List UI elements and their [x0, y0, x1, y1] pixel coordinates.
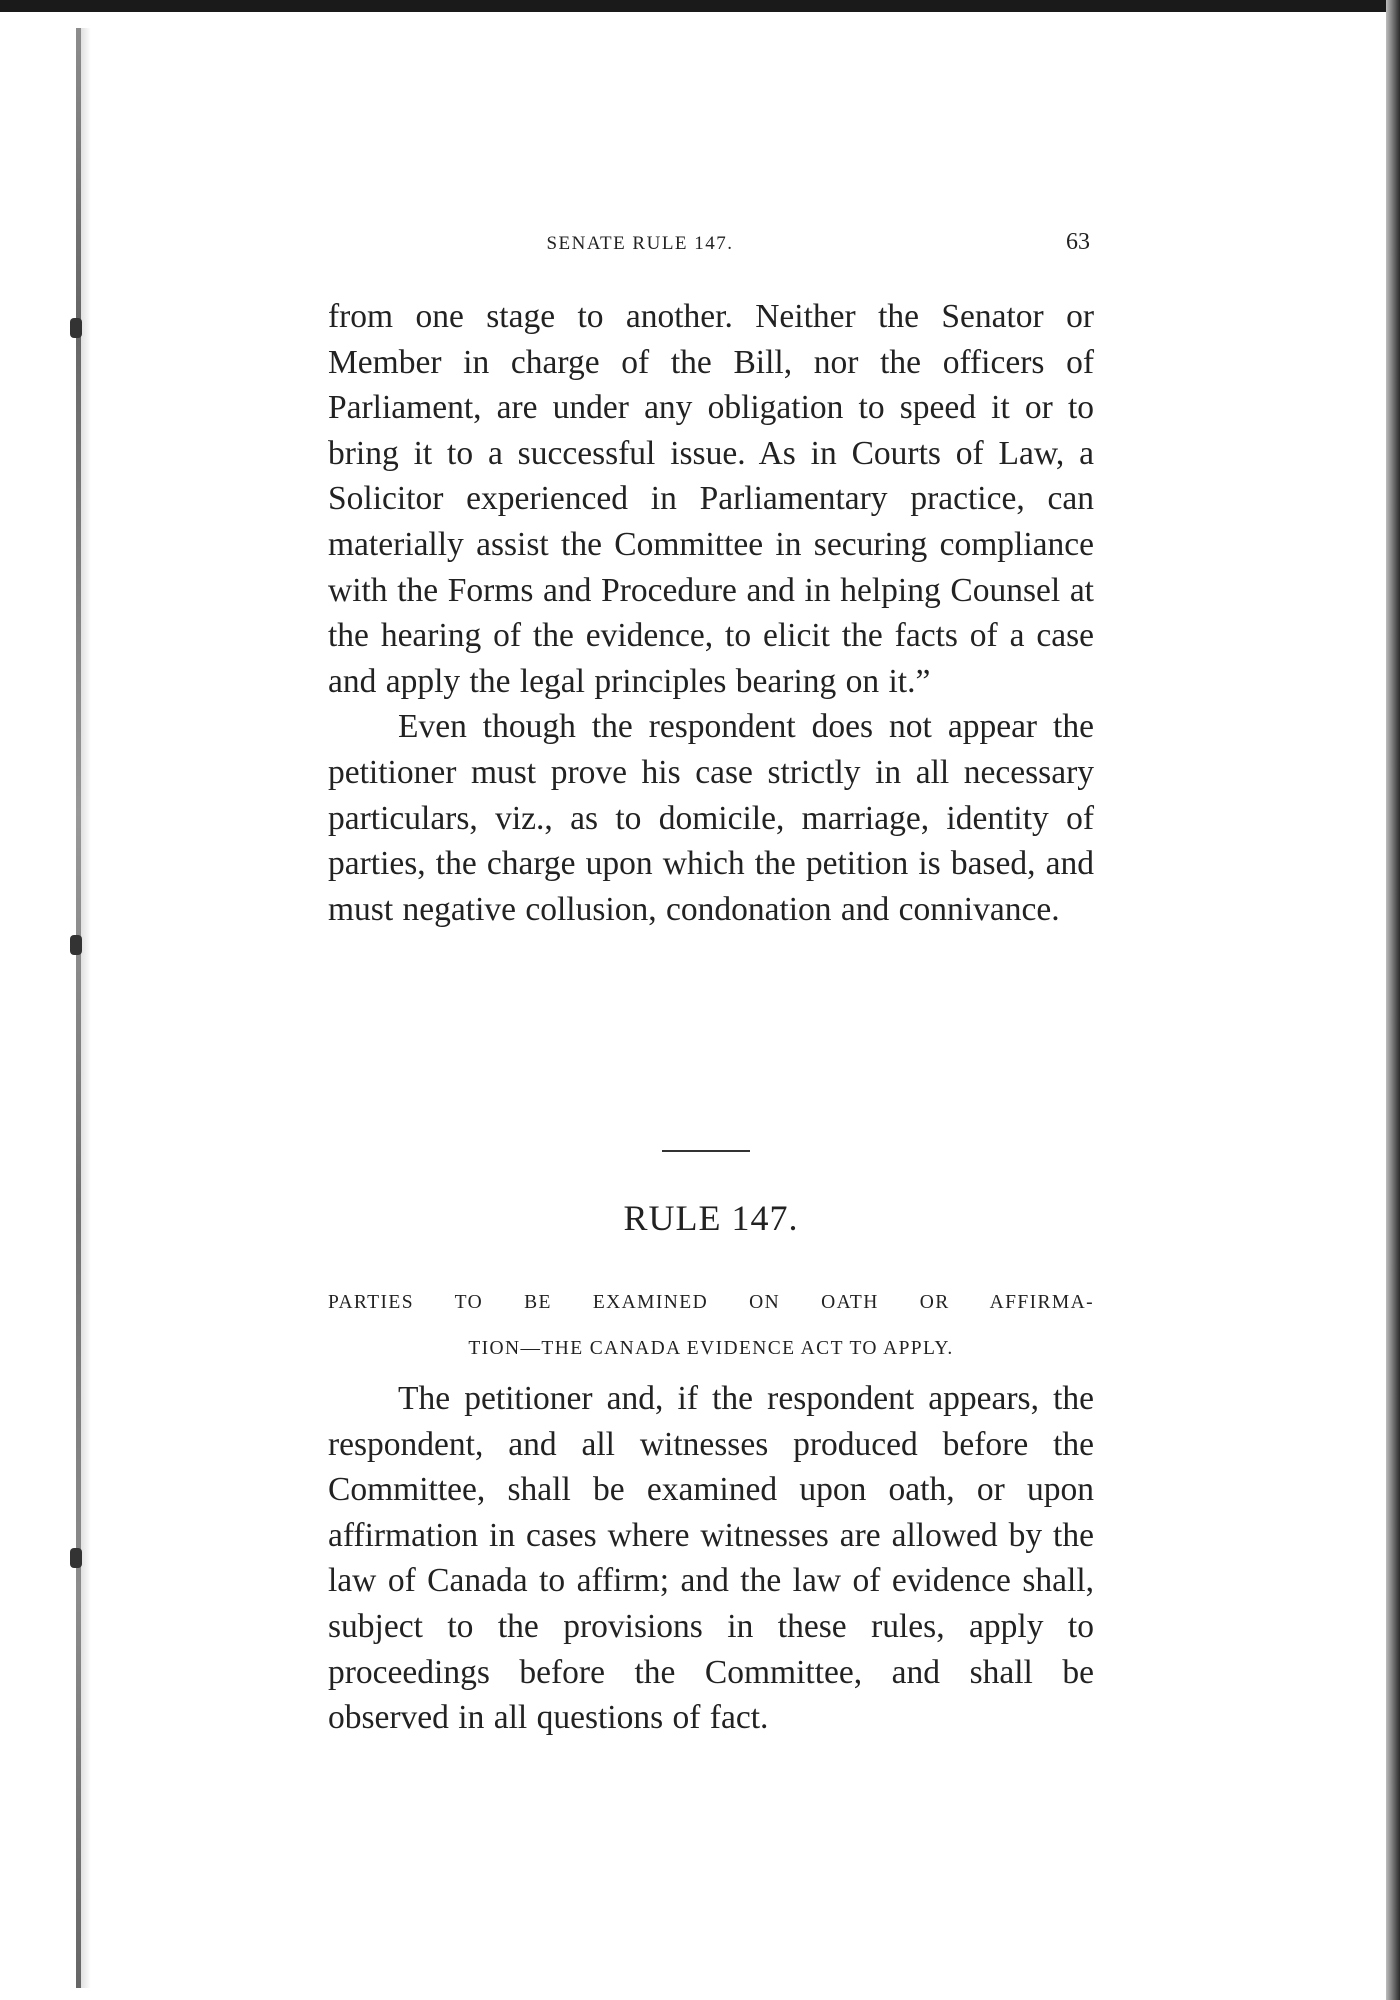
- running-head-title: SENATE RULE 147.: [546, 233, 734, 254]
- binding-shadow: [81, 28, 91, 1988]
- rule-paragraph: The petitioner and, if the respondent appears, the respondent, and all witnesses produced before the Committee, shall be examined upon oath, or upon affirmation in cases where witnesses are allowed by the law of Canada to affirm; and the law of evidence shall, subject to the provisions in these rules, apply to proceedings before the Committee, and shall be observed in all questions of fact.: [328, 1380, 1094, 1737]
- rule-subheading-line1: PARTIES TO BE EXAMINED ON OATH OR AFFIRMA-: [328, 1292, 1094, 1313]
- running-head: [330, 225, 1090, 265]
- binding-mark: [70, 935, 82, 955]
- scan-top-border: [0, 0, 1400, 12]
- paragraph-respondent: Even though the respondent does not appear the petitioner must prove his case strictly in all necessary particulars, viz., as to domicile, marriage, identity of parties, the charge upon which the petition is based, and must negative collusion, condonation and connivance.: [328, 708, 1094, 928]
- body-continued: [328, 294, 1094, 932]
- paragraph-continued: from one stage to another. Neither the Senator or Member in charge of the Bill, nor the officers of Parliament, are under any obligation to speed it or to bring it to a successful issue. As in Courts of Law, a Solicitor experienced in Parliamentary practice, can materially assist the Committee in securing compliance with the Forms and Procedure and in helping Counsel at the hearing of the evidence, to elicit the facts of a case and apply the legal principles bearing on it.”: [328, 298, 1094, 700]
- rule-subheading-line2: TION—THE CANADA EVIDENCE ACT TO APPLY.: [468, 1338, 954, 1359]
- section-divider: [662, 1150, 750, 1152]
- page-number: 63: [1066, 229, 1090, 255]
- rule-subheading: [328, 1280, 1094, 1372]
- rule-heading: RULE 147.: [623, 1198, 799, 1238]
- binding-mark: [70, 1548, 82, 1568]
- scan-right-border: [1386, 0, 1400, 2000]
- binding-mark: [70, 318, 82, 338]
- rule-body: [328, 1376, 1094, 1741]
